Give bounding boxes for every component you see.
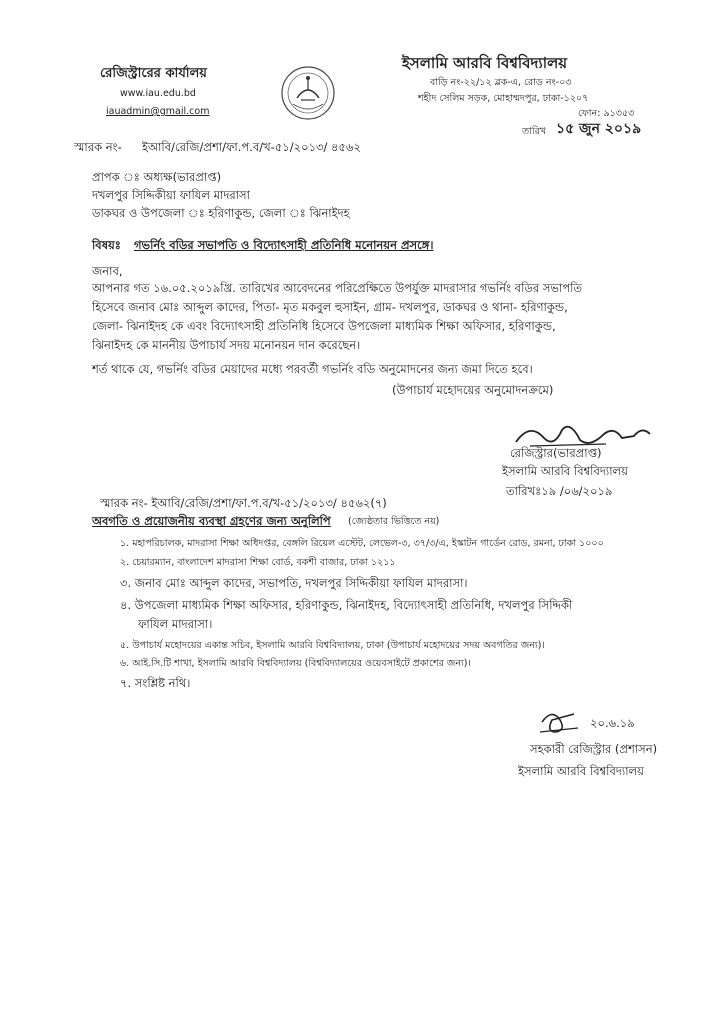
recipient-line-3: ডাকঘর ও উপজেলা ঃ হরিণাকুন্ড, জেলা ঃ ঝিনাইদহ [92,206,350,220]
address-line-2: শহীদ সেলিম সড়ক, মোহাম্মদপুর, ঢাকা-১২০৭ [418,93,589,104]
approval-note: (উপাচার্য মহোদয়ের অনুমোদনক্রমে) [392,383,554,397]
copy-item: ৩. জনাব মোঃ আব্দুল কাদের, সভাপতি, দখলপুর সিদ্দিকীয়া ফাযিল মাদরাসা। [120,576,468,590]
copy-memo-ref: স্মারক নং- ইআবি/রেজি/প্রশা/ফা.প.ব/খ-৫১/২০১৩/ ৪৫৬২(৭) [100,496,387,510]
body-paragraph-1-line-4: ঝিনাইদহ কে মাননীয় উপাচার্য সদয় মনোনয়ন দান করেছেন। [92,338,361,352]
signatory-1-title: রেজিস্ট্রার(ভারপ্রাপ্ত) [510,446,602,460]
signatory-2-org: ইসলামি আরবি বিশ্ববিদ্যালয় [518,764,644,778]
body-paragraph-1-line-3: জেলা- ঝিনাইদহ কে এবং বিদ্যোৎসাহী প্রতিনিধি হিসেবে উপজেলা মাধ্যমিক শিক্ষা অফিসার, হরিণাকুন্ড, [92,319,556,333]
signatory-2-title: সহকারী রেজিস্ট্রার (প্রশাসন) [530,742,658,756]
subject-label: বিষয়ঃ [92,238,121,252]
phone: ফোন: ৯১৩৫৩ [578,108,635,119]
copy-heading-note: (জ্যেষ্ঠতার ভিত্তিতে নয়) [348,516,440,527]
address-line-1: বাড়ি নং-২২/১২ ব্লক-এ, রোড নং-০৩ [430,77,572,88]
university-emblem-icon [279,64,337,122]
copy-item: ৪. উপজেলা মাধ্যমিক শিক্ষা অফিসার, হরিণাকুন্ড, ঝিনাইদহ, বিদ্যোৎসাহী প্রতিনিধি, দখলপুর সিদ্দিকী [120,598,573,612]
date-label: তারিখ [522,126,547,137]
memo-ref-value: ইআবি/রেজি/প্রশা/ফা.প.ব/খ-৫১/২০১৩/ ৪৫৬২ [142,140,361,154]
body-paragraph-2: শর্ত থাকে যে, গভর্নিং বডির মেয়াদের মধ্যে পরবর্তী গভর্নিং বডি অনুমোদনের জন্য জমা দিতে হবে। [92,362,533,376]
copy-item: ৬. আই.সি.টি শাখা, ইসলামি আরবি বিশ্ববিদ্যালয় (বিশ্ববিদ্যালয়ের ওয়েবসাইটে প্রকাশের জন্য)। [120,658,471,669]
body-paragraph-1-line-1: আপনার গত ১৬.০৫.২০১৯খ্রি. তারিখের আবেদনের পরিপ্রেক্ষিতে উপর্যুক্ত মাদরাসার গভর্নিং বডির সভাপতি [92,281,583,295]
email: iauadmin@gmail.com [106,106,210,117]
recipient-line-2: দখলপুর সিদ্দিকীয়া ফাযিল মাদরাসা [92,188,250,202]
salutation: জনাব, [92,264,123,278]
university-name: ইসলামি আরবি বিশ্ববিদ্যালয় [402,54,568,72]
copy-item: ৫. উপাচার্য মহোদয়ের একান্ত সচিব, ইসলামি আরবি বিশ্ববিদ্যালয়, ঢাকা (উপাচার্য মহোদয়ের সদয় অবগতির জন্য)। [120,640,545,651]
copy-item-continuation: ফাযিল মাদরাসা। [138,617,213,631]
recipient-line-1: প্রাপক ঃ অধ্যক্ষ(ভারপ্রাপ্ত) [92,170,222,184]
date-value: ১৫ জুন ২০১৯ [556,121,642,137]
subject-text: গভর্নিং বডির সভাপতি ও বিদ্যোৎসাহী প্রতিনিধি মনোনয়ন প্রসঙ্গে। [134,238,434,252]
signatory-1-date: তারিখঃ১৯ /০৬/২০১৯ [506,484,613,498]
copy-heading: অবগতি ও প্রয়োজনীয় ব্যবস্থা গ্রহণের জন্য অনুলিপি [92,514,331,528]
signature-2-date: ২০.৬.১৯ [590,716,635,730]
body-paragraph-1-line-2: হিসেবে জনাব মোঃ আব্দুল কাদের, পিতা- মৃত মকবুল হুসাইন, গ্রাম- দখলপুর, ডাকঘর ও থানা- হরিণাকুন্ড, [92,300,568,314]
copy-item: ১. মহাপরিচালক, মাদরাসা শিক্ষা অধিদপ্তর, বেঙ্গলি রিয়েল এস্টেট, লেভেল-৩, ৩৭/৩/এ, ইস্কাটন গার্ডেন রোড, রমনা, ঢাকা ১০০০ [120,538,604,549]
memo-ref-label: স্মারক নং- [74,140,122,154]
website: www.iau.edu.bd [120,88,196,99]
copy-item: ২. চেয়ারম্যান, বাংলাদেশ মাদরাসা শিক্ষা বোর্ড, বকশী বাজার, ঢাকা ১২১১ [120,557,396,568]
signatory-1-org: ইসলামি আরবি বিশ্ববিদ্যালয় [502,464,628,478]
office-name: রেজিস্ট্রারের কার্যালয় [100,66,207,81]
copy-item: ৭. সংশ্লিষ্ট নথি। [120,676,191,690]
